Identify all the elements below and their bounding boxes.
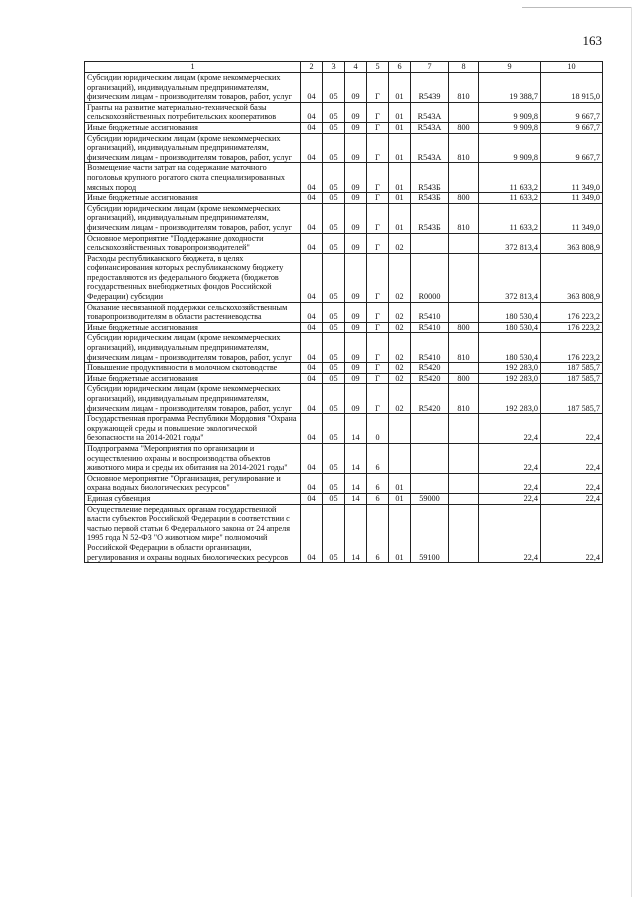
column-header: 5: [367, 62, 389, 73]
value-col-9: 11 633,2: [479, 193, 541, 204]
expense-type: [449, 302, 479, 322]
value-col-10: 11 349,0: [541, 193, 603, 204]
code-podrazdel-3: 01: [389, 473, 411, 493]
table-row: [85, 122, 603, 133]
row-name: Возмещение части затрат на содержание маточного поголовья крупного рогатого скота специализированных мясных пород: [85, 163, 301, 193]
code-razdel: 05: [323, 414, 345, 444]
code-glava: 04: [301, 122, 323, 133]
table-row: [85, 193, 603, 204]
target-code: R5439: [411, 73, 449, 103]
code-podrazdel-2: Г: [367, 203, 389, 233]
value-col-10: 187 585,7: [541, 363, 603, 374]
code-razdel: 05: [323, 373, 345, 384]
value-col-9: 9 909,8: [479, 122, 541, 133]
code-glava: 04: [301, 203, 323, 233]
expense-type: 810: [449, 203, 479, 233]
code-podrazdel-2: 6: [367, 473, 389, 493]
page-number: 163: [582, 33, 602, 48]
table-body: [85, 73, 603, 563]
table-row: [85, 73, 603, 103]
code-podrazdel-2: 6: [367, 504, 389, 563]
code-podrazdel-1: 09: [345, 322, 367, 333]
value-col-10: 9 667,7: [541, 102, 603, 122]
code-glava: 04: [301, 73, 323, 103]
row-name: Основное мероприятие "Организация, регулирование и охрана водных биологических ресурсов": [85, 473, 301, 493]
value-col-10: 22,4: [541, 504, 603, 563]
code-podrazdel-3: 02: [389, 233, 411, 253]
table-row: [85, 443, 603, 473]
row-name: Основное мероприятие "Поддержание доходности сельскохозяйственных товаропроизводителей": [85, 233, 301, 253]
value-col-10: 22,4: [541, 414, 603, 444]
code-podrazdel-2: Г: [367, 384, 389, 414]
code-razdel: 05: [323, 493, 345, 504]
value-col-9: 11 633,2: [479, 163, 541, 193]
column-header: 3: [323, 62, 345, 73]
table-row: [85, 384, 603, 414]
code-podrazdel-2: Г: [367, 333, 389, 363]
value-col-9: 180 530,4: [479, 302, 541, 322]
code-glava: 04: [301, 233, 323, 253]
value-col-9: 192 283,0: [479, 373, 541, 384]
code-podrazdel-2: 6: [367, 443, 389, 473]
expense-type: 800: [449, 193, 479, 204]
value-col-9: 372 813,4: [479, 253, 541, 302]
code-podrazdel-2: Г: [367, 193, 389, 204]
code-podrazdel-1: 09: [345, 363, 367, 374]
expense-type: 810: [449, 333, 479, 363]
code-podrazdel-3: 02: [389, 302, 411, 322]
target-code: R5410: [411, 302, 449, 322]
code-glava: 04: [301, 443, 323, 473]
value-col-9: 192 283,0: [479, 363, 541, 374]
value-col-9: 9 909,8: [479, 133, 541, 163]
value-col-10: 176 223,2: [541, 322, 603, 333]
expense-type: [449, 443, 479, 473]
target-code: R5410: [411, 322, 449, 333]
value-col-9: 372 813,4: [479, 233, 541, 253]
expense-type: 800: [449, 322, 479, 333]
code-podrazdel-3: 02: [389, 333, 411, 363]
code-podrazdel-1: 09: [345, 133, 367, 163]
code-podrazdel-3: 01: [389, 504, 411, 563]
code-podrazdel-3: 02: [389, 253, 411, 302]
expense-type: 800: [449, 373, 479, 384]
table-row: [85, 102, 603, 122]
value-col-10: 176 223,2: [541, 302, 603, 322]
code-podrazdel-1: 09: [345, 122, 367, 133]
code-podrazdel-1: 14: [345, 473, 367, 493]
target-code: R543А: [411, 133, 449, 163]
code-podrazdel-3: [389, 414, 411, 444]
code-podrazdel-1: 09: [345, 253, 367, 302]
code-podrazdel-2: Г: [367, 133, 389, 163]
row-name: Гранты на развитие материально-технической базы сельскохозяйственных потребительских кооперативов: [85, 102, 301, 122]
target-code: 59100: [411, 504, 449, 563]
code-podrazdel-2: Г: [367, 253, 389, 302]
value-col-10: 22,4: [541, 443, 603, 473]
value-col-9: 180 530,4: [479, 333, 541, 363]
code-podrazdel-3: 01: [389, 133, 411, 163]
value-col-9: 9 909,8: [479, 102, 541, 122]
code-razdel: 05: [323, 473, 345, 493]
row-name: Расходы республиканского бюджета, в целях софинансирования которых республиканскому бюджету предоставляются из федерального бюджета (бюджетов государственных внебюджетных фондов Российской Федерации) субсидии: [85, 253, 301, 302]
code-podrazdel-3: 02: [389, 322, 411, 333]
code-glava: 04: [301, 373, 323, 384]
expense-type: [449, 163, 479, 193]
code-podrazdel-1: 09: [345, 203, 367, 233]
target-code: [411, 414, 449, 444]
code-razdel: 05: [323, 193, 345, 204]
table-row: [85, 302, 603, 322]
code-glava: 04: [301, 414, 323, 444]
target-code: [411, 443, 449, 473]
expense-type: [449, 493, 479, 504]
table-row: [85, 163, 603, 193]
table-row: [85, 473, 603, 493]
column-header: 2: [301, 62, 323, 73]
row-name: Иные бюджетные ассигнования: [85, 322, 301, 333]
row-name: Иные бюджетные ассигнования: [85, 373, 301, 384]
target-code: R5420: [411, 363, 449, 374]
row-name: Подпрограмма "Мероприятия по организации и осуществлению охраны и воспроизводства объектов животного мира и среды их обитания на 2014-2021 годы": [85, 443, 301, 473]
code-razdel: 05: [323, 253, 345, 302]
target-code: R543Б: [411, 203, 449, 233]
code-podrazdel-1: 09: [345, 193, 367, 204]
code-razdel: 05: [323, 443, 345, 473]
code-razdel: 05: [323, 233, 345, 253]
code-razdel: 05: [323, 384, 345, 414]
column-header: 1: [85, 62, 301, 73]
code-podrazdel-1: 09: [345, 163, 367, 193]
expense-type: [449, 253, 479, 302]
expense-type: [449, 102, 479, 122]
row-name: Повышение продуктивности в молочном скотоводстве: [85, 363, 301, 374]
column-header: 9: [479, 62, 541, 73]
code-razdel: 05: [323, 122, 345, 133]
code-podrazdel-2: 6: [367, 493, 389, 504]
expense-type: 810: [449, 73, 479, 103]
code-podrazdel-3: 01: [389, 163, 411, 193]
value-col-10: 11 349,0: [541, 163, 603, 193]
table-row: [85, 203, 603, 233]
code-podrazdel-2: Г: [367, 373, 389, 384]
code-glava: 04: [301, 363, 323, 374]
value-col-9: 22,4: [479, 414, 541, 444]
table-row: [85, 233, 603, 253]
code-razdel: 05: [323, 302, 345, 322]
expense-type: [449, 414, 479, 444]
code-glava: 04: [301, 384, 323, 414]
target-code: 59000: [411, 493, 449, 504]
code-glava: 04: [301, 163, 323, 193]
code-podrazdel-2: Г: [367, 122, 389, 133]
table-row: [85, 253, 603, 302]
code-glava: 04: [301, 302, 323, 322]
expense-type: [449, 504, 479, 563]
target-code: R0000: [411, 253, 449, 302]
row-name: Субсидии юридическим лицам (кроме некоммерческих организаций), индивидуальным предпринимателям, физическим лицам - производителям товаров, работ, услуг: [85, 133, 301, 163]
code-podrazdel-2: Г: [367, 322, 389, 333]
column-header: 8: [449, 62, 479, 73]
row-name: Субсидии юридическим лицам (кроме некоммерческих организаций), индивидуальным предпринимателям, физическим лицам - производителям товаров, работ, услуг: [85, 203, 301, 233]
code-podrazdel-2: Г: [367, 363, 389, 374]
target-code: R543А: [411, 102, 449, 122]
row-name: Государственная программа Республики Мордовия "Охрана окружающей среды и повышение экологической безопасности на 2014-2021 годы": [85, 414, 301, 444]
code-glava: 04: [301, 493, 323, 504]
target-code: [411, 233, 449, 253]
column-header: 6: [389, 62, 411, 73]
code-podrazdel-3: 01: [389, 203, 411, 233]
value-col-9: 22,4: [479, 504, 541, 563]
code-podrazdel-3: 01: [389, 193, 411, 204]
value-col-9: 192 283,0: [479, 384, 541, 414]
table-row: [85, 363, 603, 374]
code-podrazdel-3: 01: [389, 102, 411, 122]
value-col-10: 363 808,9: [541, 253, 603, 302]
code-razdel: 05: [323, 73, 345, 103]
expense-type: [449, 473, 479, 493]
code-podrazdel-3: [389, 443, 411, 473]
code-podrazdel-2: Г: [367, 163, 389, 193]
row-name: Осуществление переданных органам государственной власти субъектов Российской Федерации в соответствии с частью первой статьи 6 Федерального закона от 24 апреля 1995 года N 52-ФЗ "О животном мире" полномочий Российской Федерации в области организации, регулирования и охраны водных биологических ресурсов: [85, 504, 301, 563]
expense-type: [449, 233, 479, 253]
code-podrazdel-3: 01: [389, 493, 411, 504]
code-glava: 04: [301, 253, 323, 302]
code-podrazdel-2: Г: [367, 233, 389, 253]
side-rule: [631, 7, 632, 897]
code-glava: 04: [301, 193, 323, 204]
target-code: R543Б: [411, 163, 449, 193]
target-code: [411, 473, 449, 493]
budget-table: [84, 61, 603, 563]
code-podrazdel-1: 14: [345, 443, 367, 473]
value-col-10: 9 667,7: [541, 133, 603, 163]
code-podrazdel-3: 01: [389, 122, 411, 133]
code-glava: 04: [301, 322, 323, 333]
value-col-10: 187 585,7: [541, 373, 603, 384]
value-col-9: 11 633,2: [479, 203, 541, 233]
target-code: R543А: [411, 122, 449, 133]
table-row: [85, 504, 603, 563]
code-podrazdel-1: 14: [345, 414, 367, 444]
value-col-10: 11 349,0: [541, 203, 603, 233]
table-row: [85, 333, 603, 363]
code-podrazdel-1: 09: [345, 233, 367, 253]
value-col-10: 22,4: [541, 493, 603, 504]
row-name: Иные бюджетные ассигнования: [85, 122, 301, 133]
code-glava: 04: [301, 473, 323, 493]
code-glava: 04: [301, 102, 323, 122]
code-razdel: 05: [323, 504, 345, 563]
row-name: Иные бюджетные ассигнования: [85, 193, 301, 204]
code-podrazdel-3: 01: [389, 73, 411, 103]
code-podrazdel-3: 02: [389, 384, 411, 414]
expense-type: [449, 363, 479, 374]
code-podrazdel-1: 14: [345, 504, 367, 563]
code-podrazdel-2: 0: [367, 414, 389, 444]
value-col-10: 22,4: [541, 473, 603, 493]
value-col-10: 18 915,0: [541, 73, 603, 103]
code-podrazdel-1: 14: [345, 493, 367, 504]
code-glava: 04: [301, 504, 323, 563]
expense-type: 810: [449, 133, 479, 163]
value-col-9: 19 388,7: [479, 73, 541, 103]
row-name: Субсидии юридическим лицам (кроме некоммерческих организаций), индивидуальным предпринимателям, физическим лицам - производителям товаров, работ, услуг: [85, 73, 301, 103]
value-col-9: 22,4: [479, 443, 541, 473]
table-row: [85, 322, 603, 333]
row-name: Субсидии юридическим лицам (кроме некоммерческих организаций), индивидуальным предпринимателям, физическим лицам - производителям товаров, работ, услуг: [85, 333, 301, 363]
value-col-9: 22,4: [479, 493, 541, 504]
expense-type: 810: [449, 384, 479, 414]
target-code: R5420: [411, 384, 449, 414]
target-code: R5420: [411, 373, 449, 384]
value-col-10: 363 808,9: [541, 233, 603, 253]
target-code: R5410: [411, 333, 449, 363]
row-name: Субсидии юридическим лицам (кроме некоммерческих организаций), индивидуальным предпринимателям, физическим лицам - производителям товаров, работ, услуг: [85, 384, 301, 414]
value-col-9: 180 530,4: [479, 322, 541, 333]
code-glava: 04: [301, 133, 323, 163]
code-podrazdel-1: 09: [345, 102, 367, 122]
code-podrazdel-2: Г: [367, 102, 389, 122]
top-rule: [522, 7, 632, 8]
column-header: 7: [411, 62, 449, 73]
code-glava: 04: [301, 333, 323, 363]
expense-type: 800: [449, 122, 479, 133]
table-header-row: [85, 62, 603, 73]
code-podrazdel-1: 09: [345, 73, 367, 103]
code-podrazdel-1: 09: [345, 384, 367, 414]
column-header: 4: [345, 62, 367, 73]
value-col-9: 22,4: [479, 473, 541, 493]
code-podrazdel-3: 02: [389, 363, 411, 374]
code-podrazdel-3: 02: [389, 373, 411, 384]
code-podrazdel-2: Г: [367, 73, 389, 103]
code-podrazdel-2: Г: [367, 302, 389, 322]
table-row: [85, 373, 603, 384]
row-name: Оказание несвязанной поддержки сельскохозяйственным товаропроизводителям в области растениеводства: [85, 302, 301, 322]
code-podrazdel-1: 09: [345, 302, 367, 322]
table-row: [85, 414, 603, 444]
target-code: R543Б: [411, 193, 449, 204]
code-podrazdel-1: 09: [345, 333, 367, 363]
code-razdel: 05: [323, 102, 345, 122]
code-razdel: 05: [323, 163, 345, 193]
value-col-10: 176 223,2: [541, 333, 603, 363]
row-name: Единая субвенция: [85, 493, 301, 504]
code-podrazdel-1: 09: [345, 373, 367, 384]
table-row: [85, 493, 603, 504]
value-col-10: 187 585,7: [541, 384, 603, 414]
value-col-10: 9 667,7: [541, 122, 603, 133]
code-razdel: 05: [323, 363, 345, 374]
table-row: [85, 133, 603, 163]
code-razdel: 05: [323, 322, 345, 333]
code-razdel: 05: [323, 333, 345, 363]
column-header: 10: [541, 62, 603, 73]
code-razdel: 05: [323, 133, 345, 163]
code-razdel: 05: [323, 203, 345, 233]
